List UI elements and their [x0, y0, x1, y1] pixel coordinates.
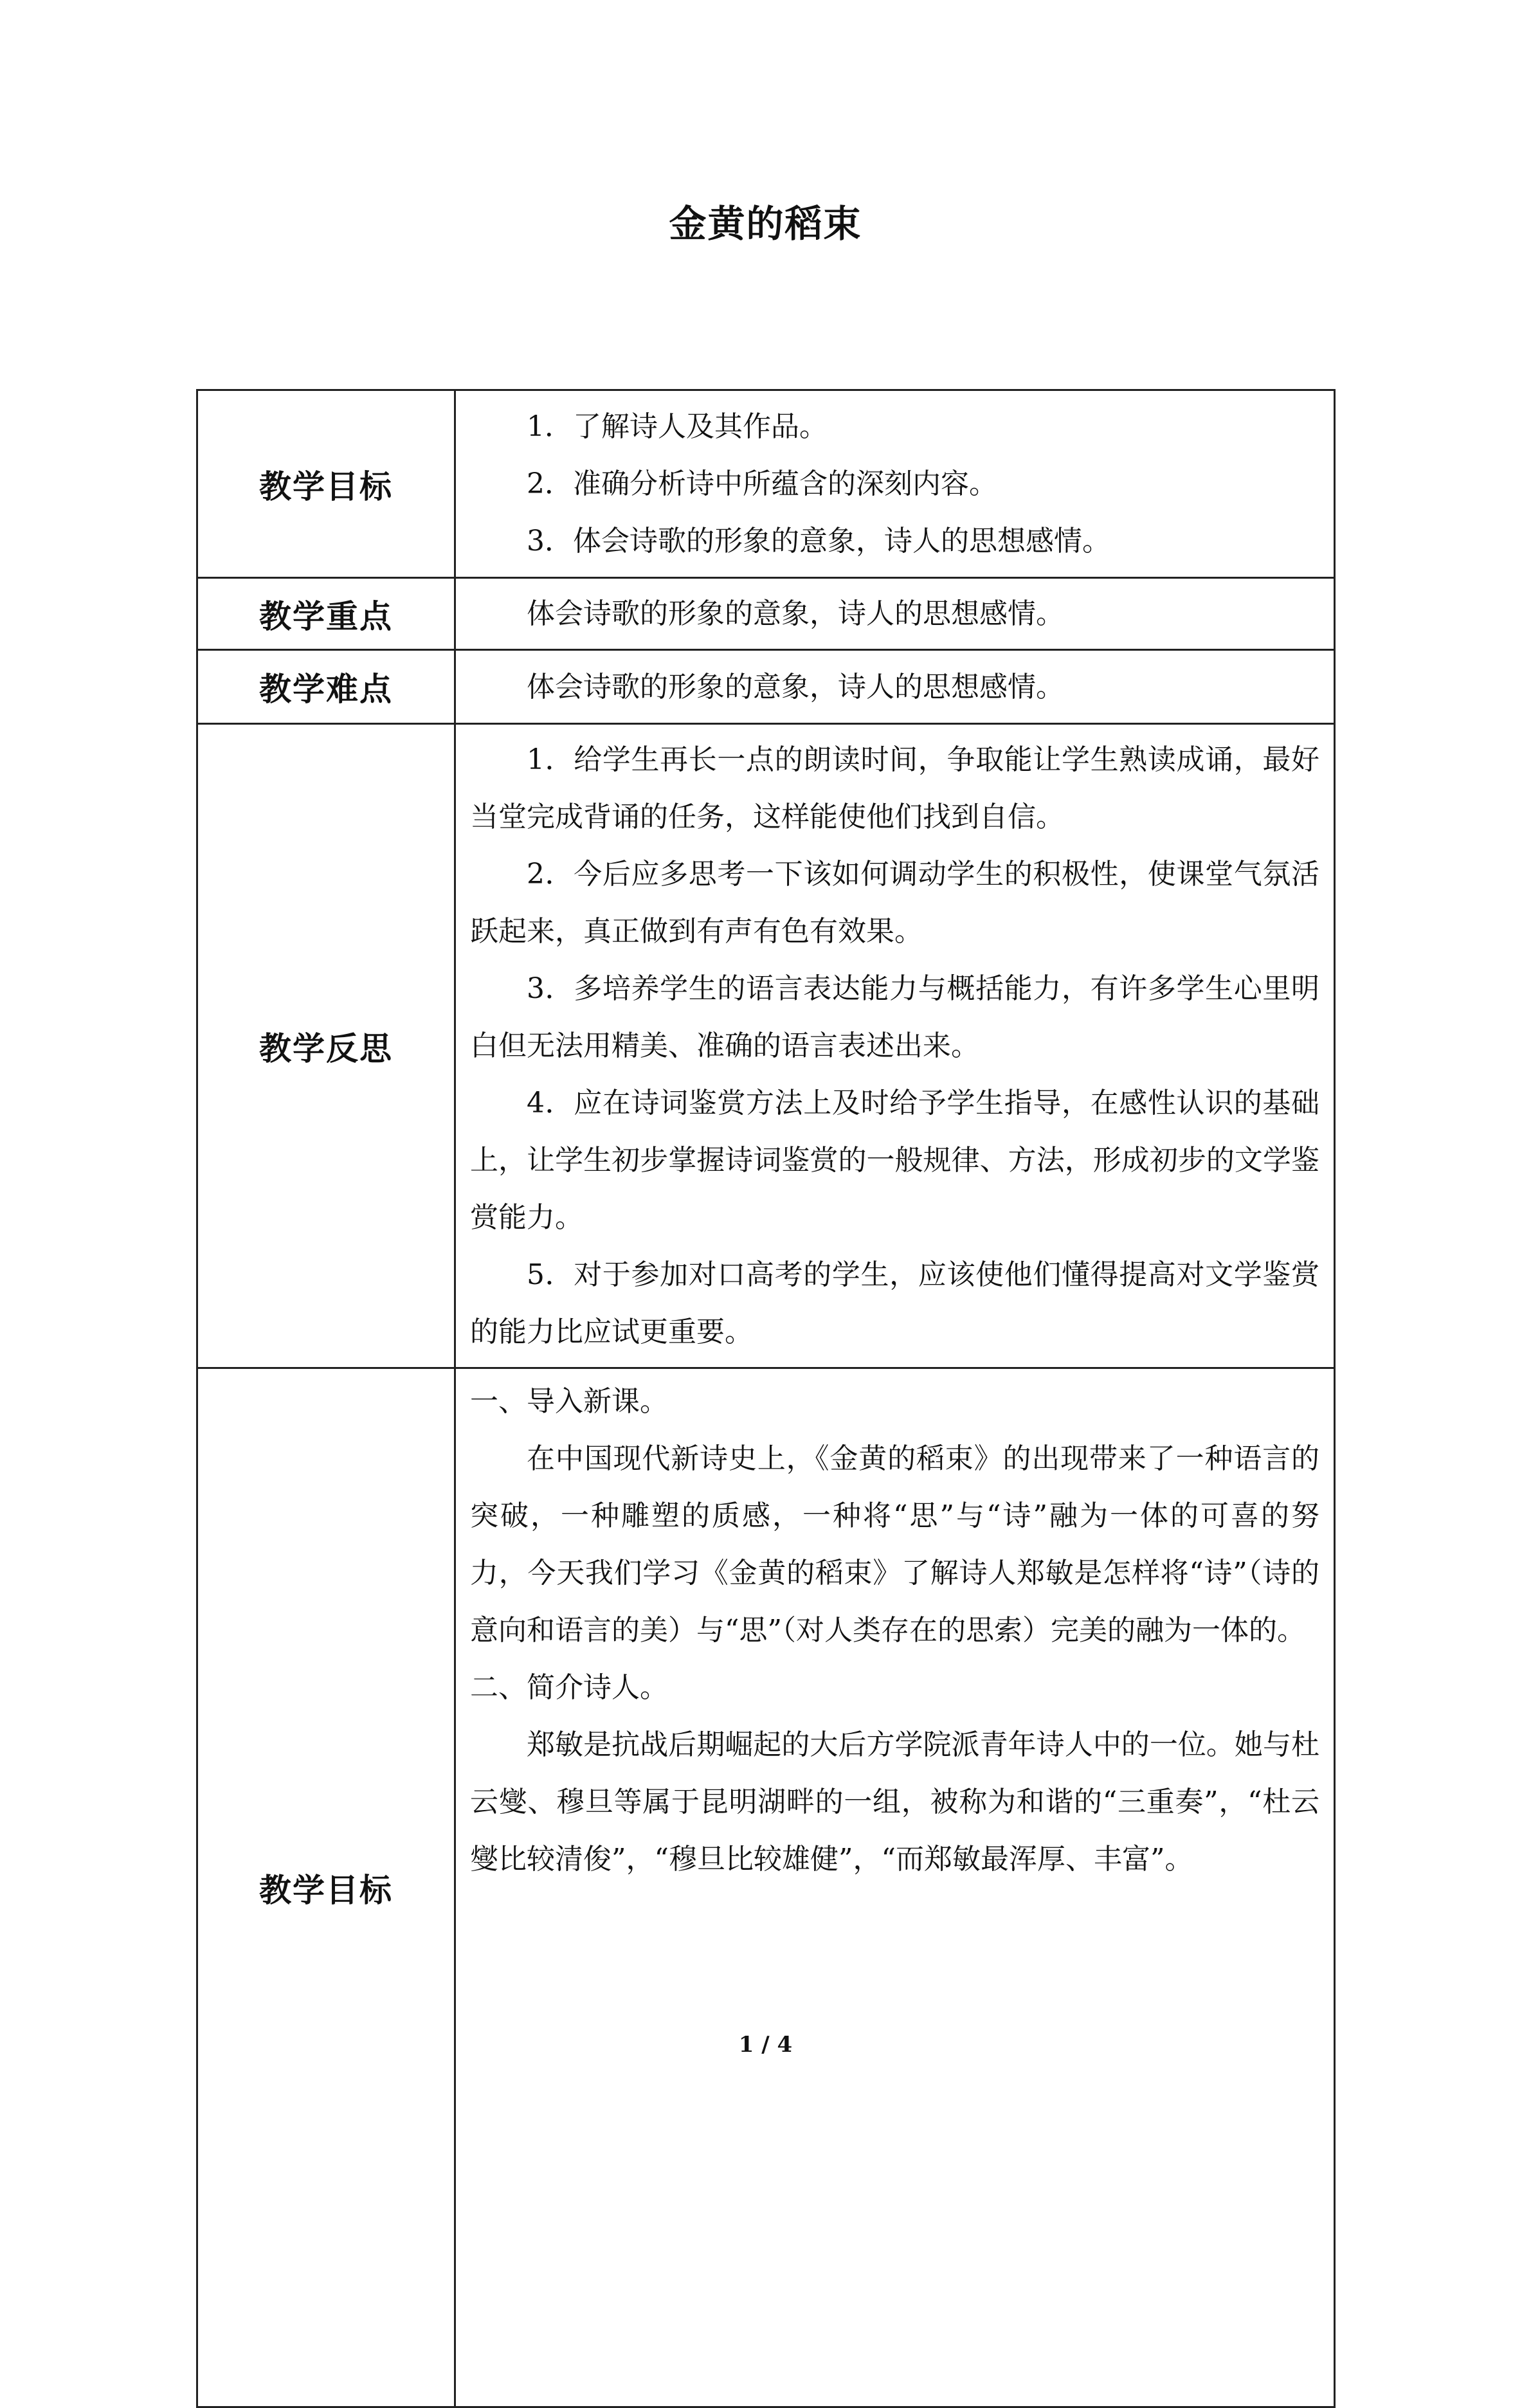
section-heading-intro: 一、导入新课。	[470, 1385, 668, 1418]
section-heading-poet: 二、简介诗人。	[470, 1671, 668, 1704]
teaching-goals-content	[455, 390, 1335, 578]
reflection-item-1: 1．给学生再长一点的朗读时间，争取能让学生熟读成诵，最好当堂完成背诵的任务，这样能使他们找到自信。	[470, 743, 1319, 833]
reflection-item-2: 2．今后应多思考一下该如何调动学生的积极性，使课堂气氛活跃起来，真正做到有声有色有效果。	[470, 858, 1319, 948]
key-points-text: 体会诗歌的形象的意象，诗人的思想感情。	[527, 597, 1064, 630]
intro-paragraph: 在中国现代新诗史上，《金黄的稻束》的出现带来了一种语言的突破，一种雕塑的质感，一种将“思”与“诗”融为一体的可喜的努力，今天我们学习《金黄的稻束》了解诗人郑敏是怎样将“诗”（诗的意向和语言的美）与“思”（对人类存在的思索）完美的融为一体的。	[470, 1442, 1319, 1647]
table-row-teaching-goals	[197, 390, 1335, 578]
row-label-teaching-goals: 教学目标	[197, 390, 455, 578]
row-label-difficulties: 教学难点	[197, 650, 455, 724]
table-row-difficulties	[197, 650, 1335, 724]
page-title: 金黄的稻束	[669, 202, 862, 246]
reflection-item-5: 5．对于参加对口高考的学生，应该使他们懂得提高对文学鉴赏的能力比应试更重要。	[470, 1258, 1319, 1348]
lesson-plan-table	[196, 389, 1336, 2408]
row-label-reflection: 教学反思	[197, 724, 455, 1368]
table-row-reflection	[197, 724, 1335, 1368]
key-points-content	[455, 578, 1335, 650]
goal-item-2: 2．准确分析诗中所蕴含的深刻内容。	[527, 467, 997, 500]
difficulties-content	[455, 650, 1335, 724]
teaching-process-content	[455, 1368, 1335, 2407]
reflection-content	[455, 724, 1335, 1368]
poet-paragraph: 郑敏是抗战后期崛起的大后方学院派青年诗人中的一位。她与杜云燮、穆旦等属于昆明湖畔的一组，被称为和谐的“三重奏”，“杜云燮比较清俊”，“穆旦比较雄健”，“而郑敏最浑厚、丰富”。	[470, 1728, 1319, 1876]
reflection-item-4: 4．应在诗词鉴赏方法上及时给予学生指导，在感性认识的基础上，让学生初步掌握诗词鉴赏的一般规律、方法，形成初步的文学鉴赏能力。	[470, 1087, 1319, 1234]
difficulties-text: 体会诗歌的形象的意象，诗人的思想感情。	[527, 670, 1064, 703]
goal-item-1: 1．了解诗人及其作品。	[527, 410, 828, 443]
reflection-item-3: 3．多培养学生的语言表达能力与概括能力，有许多学生心里明白但无法用精美、准确的语言表述出来。	[470, 972, 1319, 1062]
row-label-teaching-process: 教学目标	[197, 1368, 455, 2407]
table-row-key-points	[197, 578, 1335, 650]
goal-item-3: 3．体会诗歌的形象的意象，诗人的思想感情。	[527, 525, 1110, 557]
page-number: 1 / 4	[738, 2032, 793, 2058]
table-row-teaching-process	[197, 1368, 1335, 2407]
row-label-key-points: 教学重点	[197, 578, 455, 650]
